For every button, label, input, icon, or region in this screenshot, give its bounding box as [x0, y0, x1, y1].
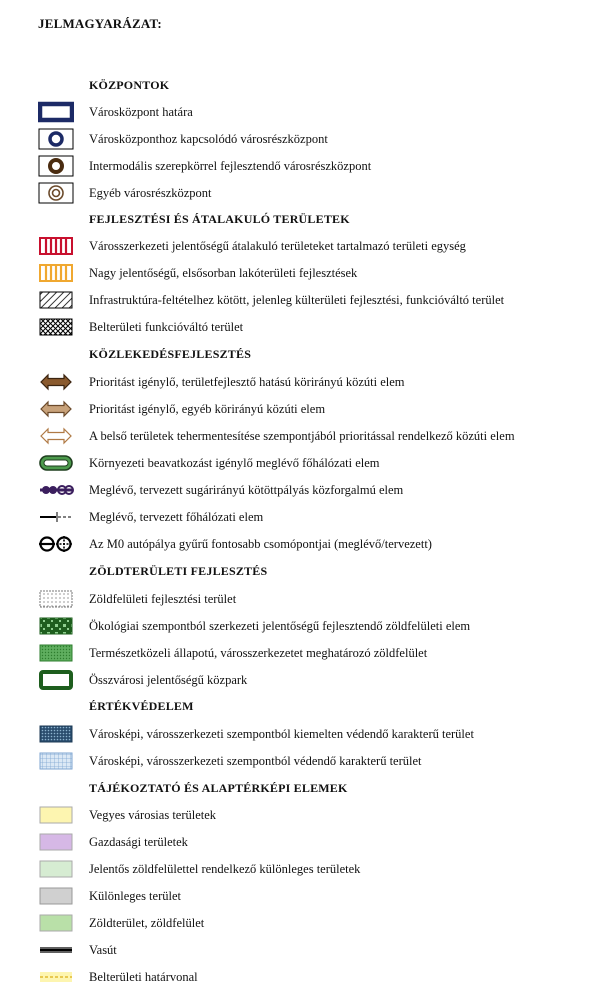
legend-item-railway — [0, 938, 590, 965]
legend-item-green-area — [0, 911, 590, 938]
legend-label: A belső területek tehermentesítése szempontjából prioritással rendelkező közúti elem — [89, 429, 515, 443]
city-center-boundary-icon — [38, 101, 74, 123]
green-swatch-icon — [38, 912, 74, 934]
legend-label: Egyéb városrészközpont — [89, 186, 212, 200]
legend-label: Városképi, városszerkezeti szempontból kiemelten védendő karakterű terület — [89, 727, 474, 741]
legend-label: Városközponthoz kapcsolódó városrészközpont — [89, 132, 328, 146]
legend-label: Belterületi határvonal — [89, 970, 198, 984]
legend-label: Városszerkezeti jelentőségű átalakuló területeket tartalmazó területi egység — [89, 239, 466, 253]
legend-item-boundary — [0, 965, 590, 992]
legend-item-m0-junctions — [0, 532, 590, 559]
legend-label: Vegyes városias területek — [89, 808, 217, 822]
legend-label: Vasút — [89, 943, 117, 957]
legend-label: Prioritást igénylő, területfejlesztő hatású körirányú közúti elem — [89, 375, 405, 389]
legend-item-residential-development — [0, 261, 590, 288]
park-boundary-icon — [38, 669, 74, 691]
legend-label: Belterületi funkcióváltó terület — [89, 320, 244, 334]
legend-item-other-subcenter — [0, 181, 590, 208]
legend-title: JELMAGYARÁZAT: — [38, 16, 162, 31]
legend-label: Gazdasági területek — [89, 835, 188, 849]
legend-label: Természetközeli állapotú, városszerkezetet meghatározó zöldfelület — [89, 646, 428, 660]
blue-grid-icon — [38, 750, 74, 772]
legend-item-city-park — [0, 668, 590, 695]
dashed-boundary-icon — [38, 966, 74, 988]
legend-label: Környezeti beavatkozást igénylő meglévő főhálózati elem — [89, 456, 380, 470]
rail-line-icon — [38, 479, 74, 501]
section-protection: ÉRTÉKVÉDELEM — [89, 699, 194, 713]
legend-label: Összvárosi jelentőségű közpark — [89, 673, 248, 687]
legend-label: Meglévő, tervezett főhálózati elem — [89, 510, 264, 524]
legend-item-outskirts-development — [0, 288, 590, 315]
legend-item-protected — [0, 749, 590, 776]
double-arrow-light-icon — [38, 425, 74, 447]
dense-blue-pattern-icon — [38, 723, 74, 745]
legend-label: Meglévő, tervezett sugárirányú kötöttpályás közforgalmú elem — [89, 483, 404, 497]
double-arrow-dark-icon — [38, 371, 74, 393]
purple-swatch-icon — [38, 831, 74, 853]
cross-hatch-icon — [38, 316, 74, 338]
section-centers: KÖZPONTOK — [89, 78, 170, 92]
main-road-line-icon — [38, 506, 74, 528]
legend-item-green-development — [0, 587, 590, 614]
section-info: TÁJÉKOZTATÓ ÉS ALAPTÉRKÉPI ELEMEK — [89, 781, 348, 795]
brown-circle-icon — [38, 155, 74, 177]
legend-item-inner-function-change — [0, 315, 590, 342]
double-arrow-medium-icon — [38, 398, 74, 420]
junction-icon — [38, 533, 74, 555]
navy-circle-icon — [38, 128, 74, 150]
dotted-area-icon — [38, 588, 74, 610]
railway-line-icon — [38, 939, 74, 961]
light-green-swatch-icon — [38, 858, 74, 880]
legend-label: Zöldterület, zöldfelület — [89, 916, 205, 930]
legend-label: Ökológiai szempontból szerkezeti jelentőségű fejlesztendő zöldfelületi elem — [89, 619, 471, 633]
grey-swatch-icon — [38, 885, 74, 907]
legend-item-natural-green — [0, 641, 590, 668]
section-green: ZÖLDTERÜLETI FEJLESZTÉS — [89, 564, 268, 578]
legend-label: Infrastruktúra-feltételhez kötött, jelenleg külterületi fejlesztési, funkcióváltó terület — [89, 293, 505, 307]
legend-label: Városközpont határa — [89, 105, 193, 119]
legend-label: Az M0 autópálya gyűrű fontosabb csomópontjai (meglévő/tervezett) — [89, 537, 432, 551]
red-stripes-icon — [38, 235, 74, 257]
legend-item-linked-subcenter — [0, 127, 590, 154]
legend-item-ecological-green — [0, 614, 590, 641]
legend-label: Különleges terület — [89, 889, 181, 903]
legend-item-relief-road — [0, 424, 590, 451]
legend-item-economic — [0, 830, 590, 857]
diagonal-hatch-icon — [38, 289, 74, 311]
legend-item-special — [0, 884, 590, 911]
green-dots-icon — [38, 642, 74, 664]
legend-item-highly-protected — [0, 722, 590, 749]
section-development: FEJLESZTÉSI ÉS ÁTALAKULÓ TERÜLETEK — [89, 212, 350, 226]
legend-item-transforming-unit — [0, 234, 590, 261]
orange-stripes-icon — [38, 262, 74, 284]
legend-item-ring-road-other — [0, 397, 590, 424]
legend-label: Jelentős zöldfelülettel rendelkező különleges területek — [89, 862, 361, 876]
legend-item-environmental-intervention — [0, 451, 590, 478]
legend-label: Intermodális szerepkörrel fejlesztendő városrészközpont — [89, 159, 372, 173]
legend-label: Nagy jelentőségű, elsősorban lakóterületi fejlesztések — [89, 266, 358, 280]
legend-item-radial-rail — [0, 478, 590, 505]
double-circle-icon — [38, 182, 74, 204]
legend-item-intermodal-subcenter — [0, 154, 590, 181]
legend-label: Zöldfelületi fejlesztési terület — [89, 592, 237, 606]
legend-item-main-network — [0, 505, 590, 532]
legend-label: Prioritást igénylő, egyéb körirányú közúti elem — [89, 402, 326, 416]
green-road-icon — [38, 452, 74, 474]
legend-label: Városképi, városszerkezeti szempontból védendő karakterű terület — [89, 754, 422, 768]
yellow-swatch-icon — [38, 804, 74, 826]
legend-item-city-center-boundary — [0, 100, 590, 127]
legend-item-mixed-urban — [0, 803, 590, 830]
section-transport: KÖZLEKEDÉSFEJLESZTÉS — [89, 347, 252, 361]
legend-item-special-green — [0, 857, 590, 884]
legend-item-ring-road-priority — [0, 370, 590, 397]
green-cells-icon — [38, 615, 74, 637]
